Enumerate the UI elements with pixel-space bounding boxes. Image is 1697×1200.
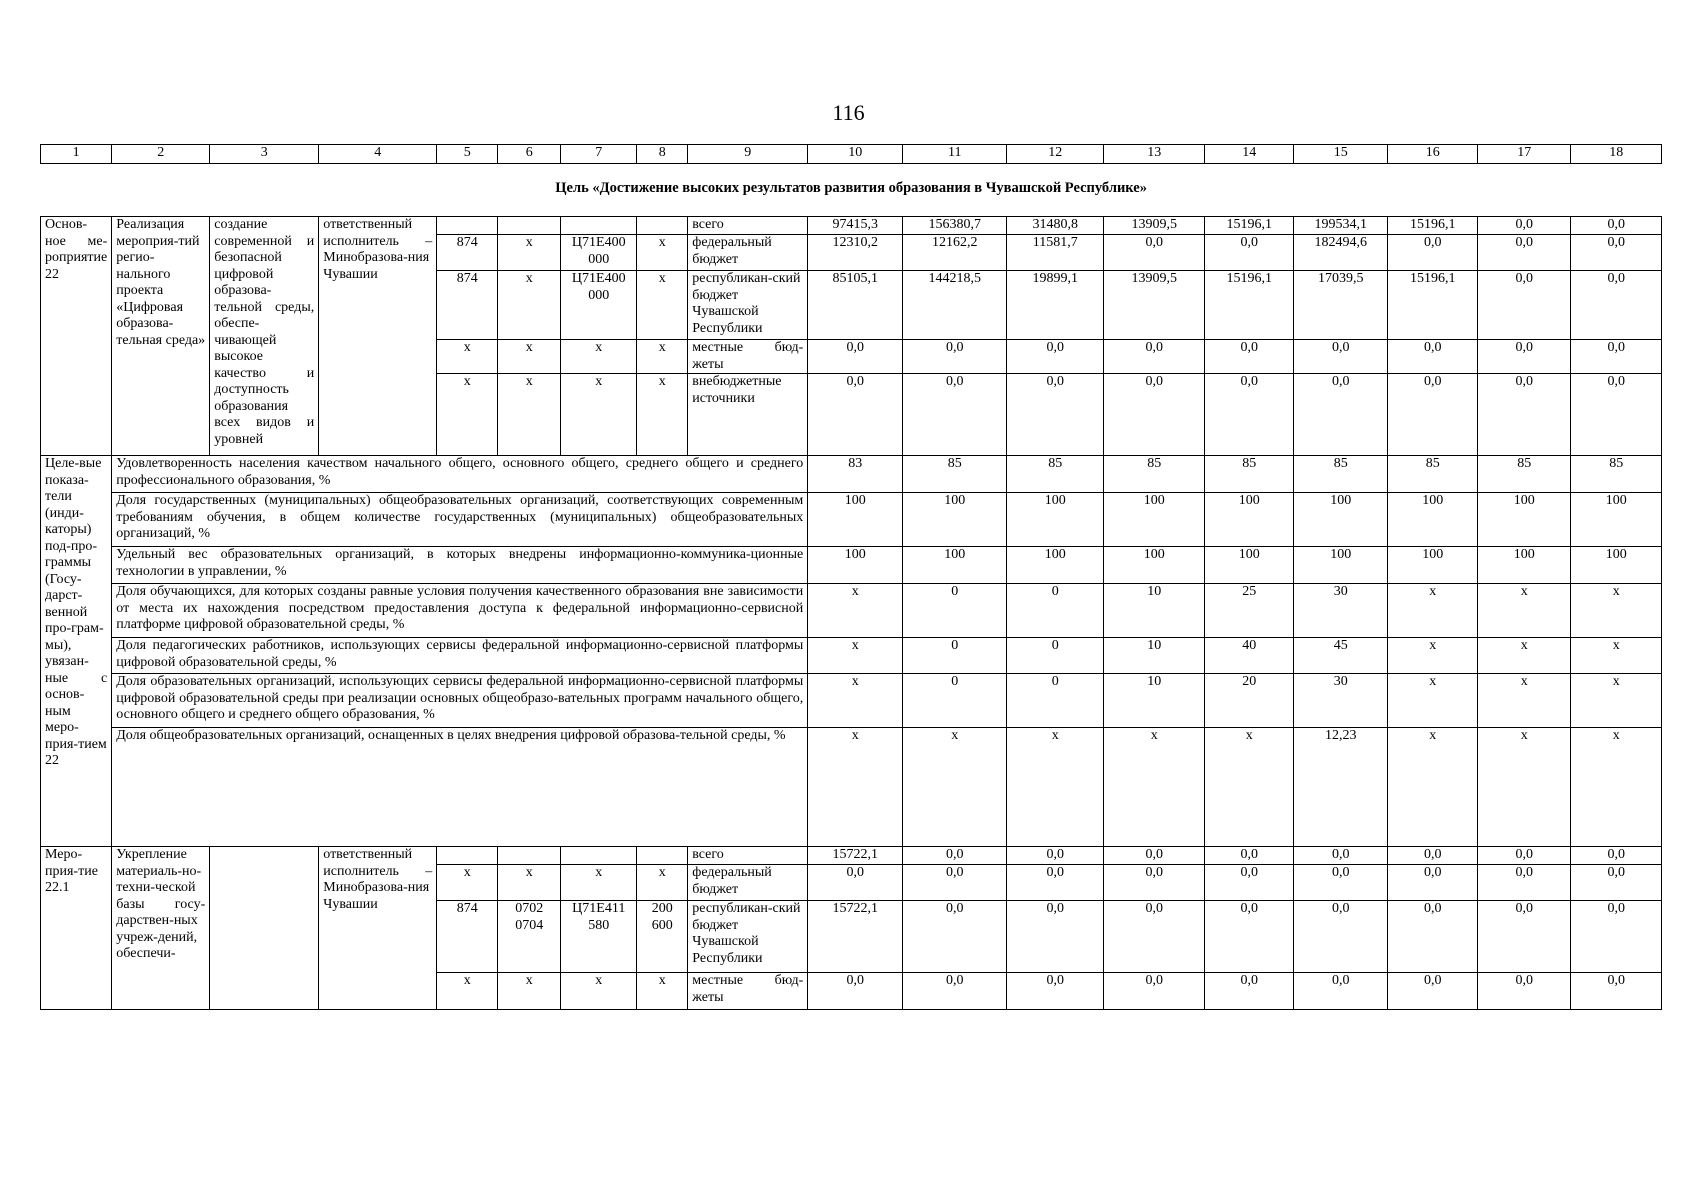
budget-code: [437, 847, 498, 865]
funding-value: 15722,1: [808, 901, 903, 973]
section-code: x: [498, 271, 561, 340]
indicator-value: x: [1478, 674, 1571, 728]
funding-value: 0,0: [808, 374, 903, 456]
goal-title: Цель «Достижение высоких результатов развития образования в Чувашской Республике»: [41, 164, 1662, 217]
indicator-value: x: [1388, 638, 1478, 674]
funding-value: 0,0: [1205, 235, 1294, 271]
funding-value: 182494,6: [1294, 235, 1388, 271]
funding-value: 0,0: [1388, 340, 1478, 374]
indicator-row: [41, 728, 1662, 847]
event-goal: [210, 847, 319, 1010]
funding-value: 0,0: [1388, 847, 1478, 865]
target-code: x: [561, 865, 637, 901]
funding-value: 11581,7: [1007, 235, 1104, 271]
funding-value: 0,0: [903, 374, 1007, 456]
funding-value: 0,0: [1294, 865, 1388, 901]
funding-value: 0,0: [1388, 235, 1478, 271]
funding-source: федеральный бюджет: [688, 865, 808, 901]
funding-source: всего: [688, 847, 808, 865]
expense-type-code: x: [637, 865, 688, 901]
indicator-value: 100: [1388, 493, 1478, 547]
funding-value: 0,0: [1007, 847, 1104, 865]
column-number: 17: [1478, 145, 1571, 164]
funding-value: 0,0: [1294, 340, 1388, 374]
target-code: Ц71Е400 000: [561, 271, 637, 340]
indicator-value: x: [808, 728, 903, 847]
funding-value: 0,0: [1571, 235, 1662, 271]
indicator-value: 100: [1478, 493, 1571, 547]
funding-value: 15196,1: [1388, 271, 1478, 340]
indicator-value: 30: [1294, 674, 1388, 728]
column-number: 12: [1007, 145, 1104, 164]
funding-source: федеральный бюджет: [688, 235, 808, 271]
column-number: 3: [210, 145, 319, 164]
funding-value: 0,0: [1104, 865, 1205, 901]
column-number: 13: [1104, 145, 1205, 164]
funding-value: 12162,2: [903, 235, 1007, 271]
indicator-value: 85: [1294, 456, 1388, 493]
section-code: x: [498, 973, 561, 1010]
funding-value: 0,0: [1571, 847, 1662, 865]
funding-value: 13909,5: [1104, 271, 1205, 340]
funding-value: 0,0: [1205, 374, 1294, 456]
indicator-value: 85: [1571, 456, 1662, 493]
budget-code: 874: [437, 901, 498, 973]
indicator-value: 100: [1205, 547, 1294, 584]
funding-value: 199534,1: [1294, 217, 1388, 235]
funding-value: 0,0: [1478, 374, 1571, 456]
funding-value: 15196,1: [1205, 271, 1294, 340]
section-code: [498, 847, 561, 865]
indicator-row: [41, 456, 1662, 493]
indicator-value: 85: [1478, 456, 1571, 493]
goal-row: [41, 164, 1662, 217]
funding-value: 0,0: [1007, 374, 1104, 456]
event-name: Реализация мероприя-тий регио-нального проекта «Цифровая образова-тельная среда»: [112, 217, 210, 456]
funding-value: 31480,8: [1007, 217, 1104, 235]
funding-source: внебюджетные источники: [688, 374, 808, 456]
funding-value: 0,0: [1571, 217, 1662, 235]
column-number: 10: [808, 145, 903, 164]
target-code: Ц71Е400 000: [561, 235, 637, 271]
section-code: 0702 0704: [498, 901, 561, 973]
indicator-text: Удовлетворенность населения качеством начального общего, основного общего, среднего общего и среднего профессионального образования, %: [112, 456, 808, 493]
funding-source: местные бюд-жеты: [688, 340, 808, 374]
funding-value: 0,0: [1205, 340, 1294, 374]
funding-value: 0,0: [1571, 865, 1662, 901]
column-number: 1: [41, 145, 112, 164]
funding-value: 19899,1: [1007, 271, 1104, 340]
funding-value: 0,0: [1571, 340, 1662, 374]
funding-value: 0,0: [1007, 865, 1104, 901]
indicator-value: 10: [1104, 674, 1205, 728]
column-number: 5: [437, 145, 498, 164]
event-goal: создание современной и безопасной цифровой образова-тельной среды, обеспе-чивающей высокое качество и доступность образования всех видов и уровней: [210, 217, 319, 456]
indicator-value: 45: [1294, 638, 1388, 674]
funding-value: 0,0: [1104, 847, 1205, 865]
indicator-value: 25: [1205, 584, 1294, 638]
section-code: x: [498, 374, 561, 456]
indicator-value: 0: [1007, 638, 1104, 674]
budget-code: x: [437, 973, 498, 1010]
indicator-row: [41, 674, 1662, 728]
indicator-value: x: [1478, 728, 1571, 847]
funding-value: 97415,3: [808, 217, 903, 235]
funding-value: 85105,1: [808, 271, 903, 340]
indicator-value: 100: [1007, 547, 1104, 584]
funding-value: 13909,5: [1104, 217, 1205, 235]
funding-value: 15196,1: [1388, 217, 1478, 235]
column-number: 14: [1205, 145, 1294, 164]
budget-code: x: [437, 340, 498, 374]
funding-value: 0,0: [1294, 847, 1388, 865]
funding-value: 0,0: [1571, 374, 1662, 456]
indicator-value: 100: [903, 547, 1007, 584]
budget-code: x: [437, 865, 498, 901]
program-table: [40, 144, 1662, 1010]
target-code: x: [561, 973, 637, 1010]
indicator-value: x: [1571, 674, 1662, 728]
indicator-value: 0: [1007, 674, 1104, 728]
column-number: 4: [319, 145, 437, 164]
indicator-value: x: [1571, 584, 1662, 638]
funding-value: 0,0: [1205, 901, 1294, 973]
indicator-value: x: [1205, 728, 1294, 847]
column-number: 9: [688, 145, 808, 164]
funding-value: 0,0: [1478, 847, 1571, 865]
funding-value: 0,0: [1104, 901, 1205, 973]
indicator-text: Доля педагогических работников, использующих сервисы федеральной информационно-сервисной платформы цифровой образовательной среды, %: [112, 638, 808, 674]
expense-type-code: x: [637, 235, 688, 271]
funding-value: 0,0: [808, 340, 903, 374]
funding-value: 0,0: [1104, 340, 1205, 374]
indicator-value: 10: [1104, 584, 1205, 638]
funding-value: 0,0: [903, 865, 1007, 901]
column-number: 8: [637, 145, 688, 164]
expense-type-code: x: [637, 340, 688, 374]
section-code: x: [498, 340, 561, 374]
indicator-value: 0: [903, 638, 1007, 674]
funding-value: 0,0: [1571, 901, 1662, 973]
funding-value: 144218,5: [903, 271, 1007, 340]
target-code: Ц71Е411 580: [561, 901, 637, 973]
expense-type-code: x: [637, 973, 688, 1010]
indicator-value: 100: [1205, 493, 1294, 547]
indicator-value: 85: [1388, 456, 1478, 493]
funding-value: 0,0: [1104, 973, 1205, 1010]
section-code: x: [498, 235, 561, 271]
indicator-value: x: [1388, 728, 1478, 847]
indicator-value: x: [808, 638, 903, 674]
indicator-row: [41, 493, 1662, 547]
funding-value: 0,0: [1388, 901, 1478, 973]
indicator-text: Удельный вес образовательных организаций, в которых внедрены информационно-коммуника-ционные технологии в управлении, %: [112, 547, 808, 584]
indicator-value: 0: [903, 584, 1007, 638]
indicator-text: Доля образовательных организаций, использующих сервисы федеральной информационно-сервисной платформы цифровой образовательной среды при реализации основных общеобразо-вательных программ начального общего, основного общего и среднего общего образования, %: [112, 674, 808, 728]
funding-value: 0,0: [1388, 973, 1478, 1010]
section-code: x: [498, 865, 561, 901]
funding-value: 156380,7: [903, 217, 1007, 235]
target-code: x: [561, 340, 637, 374]
indicator-value: x: [808, 584, 903, 638]
funding-value: 0,0: [1478, 340, 1571, 374]
column-number-row: [41, 145, 1662, 164]
expense-type-code: x: [637, 374, 688, 456]
indicators-label: Целе-вые показа-тели (инди-каторы) под-про-граммы (Госу-дарст-венной про-грам-мы), увязан-ные с основ-ным меро-прия-тием 22: [41, 456, 112, 847]
funding-value: 0,0: [1571, 271, 1662, 340]
expense-type-code: x: [637, 271, 688, 340]
funding-source: местные бюд-жеты: [688, 973, 808, 1010]
funding-value: 0,0: [1478, 901, 1571, 973]
indicator-value: 100: [1294, 547, 1388, 584]
funding-value: 0,0: [903, 340, 1007, 374]
funding-row: [41, 217, 1662, 235]
indicator-value: x: [1571, 728, 1662, 847]
funding-source: республикан-ский бюджет Чувашской Республики: [688, 901, 808, 973]
section-code: [498, 217, 561, 235]
target-code: [561, 217, 637, 235]
funding-value: 0,0: [1205, 865, 1294, 901]
indicator-value: 100: [1478, 547, 1571, 584]
indicator-value: x: [1478, 638, 1571, 674]
funding-value: 0,0: [1007, 340, 1104, 374]
funding-value: 15722,1: [808, 847, 903, 865]
funding-value: 0,0: [1478, 235, 1571, 271]
budget-code: 874: [437, 235, 498, 271]
indicator-value: 100: [1388, 547, 1478, 584]
funding-value: 0,0: [1294, 973, 1388, 1010]
budget-code: x: [437, 374, 498, 456]
funding-source: республикан-ский бюджет Чувашской Республики: [688, 271, 808, 340]
indicator-value: 100: [808, 547, 903, 584]
responsible-executor: ответственный исполнитель – Минобразова-ния Чувашии: [319, 847, 437, 1010]
indicator-value: 100: [1571, 547, 1662, 584]
funding-value: 0,0: [808, 865, 903, 901]
column-number: 11: [903, 145, 1007, 164]
indicator-value: 100: [808, 493, 903, 547]
column-number: 16: [1388, 145, 1478, 164]
funding-value: 15196,1: [1205, 217, 1294, 235]
column-number: 2: [112, 145, 210, 164]
column-number: 15: [1294, 145, 1388, 164]
column-number: 6: [498, 145, 561, 164]
indicator-value: 83: [808, 456, 903, 493]
indicator-value: 10: [1104, 638, 1205, 674]
indicator-value: 30: [1294, 584, 1388, 638]
indicator-value: 85: [1007, 456, 1104, 493]
funding-value: 0,0: [1478, 271, 1571, 340]
funding-value: 0,0: [903, 973, 1007, 1010]
funding-value: 0,0: [1388, 374, 1478, 456]
indicator-row: [41, 547, 1662, 584]
indicator-value: 100: [1294, 493, 1388, 547]
indicator-value: 100: [903, 493, 1007, 547]
funding-value: 0,0: [1205, 973, 1294, 1010]
expense-type-code: [637, 847, 688, 865]
funding-value: 0,0: [1294, 374, 1388, 456]
indicator-value: 100: [1104, 547, 1205, 584]
column-number: 18: [1571, 145, 1662, 164]
indicator-value: x: [1007, 728, 1104, 847]
target-code: x: [561, 374, 637, 456]
funding-value: 0,0: [1478, 217, 1571, 235]
funding-value: 0,0: [1478, 865, 1571, 901]
budget-code: 874: [437, 271, 498, 340]
expense-type-code: 200 600: [637, 901, 688, 973]
expense-type-code: [637, 217, 688, 235]
indicator-text: Доля общеобразовательных организаций, оснащенных в целях внедрения цифровой образова-тельной среды, %: [112, 728, 808, 847]
indicator-value: x: [1388, 584, 1478, 638]
indicator-value: 85: [903, 456, 1007, 493]
event-code: Основ-ное ме-роприятие 22: [41, 217, 112, 456]
funding-value: 0,0: [1294, 901, 1388, 973]
funding-value: 0,0: [903, 847, 1007, 865]
indicator-value: 0: [903, 674, 1007, 728]
budget-code: [437, 217, 498, 235]
indicator-value: 40: [1205, 638, 1294, 674]
indicator-text: Доля государственных (муниципальных) общеобразовательных организаций, соответствующих современным требованиям обучения, в общем количестве государственных (муниципальных) общеобразовательных организаций, %: [112, 493, 808, 547]
indicator-value: x: [1388, 674, 1478, 728]
indicator-value: 100: [1007, 493, 1104, 547]
indicator-value: x: [808, 674, 903, 728]
page-number: 116: [832, 100, 865, 125]
indicator-value: 100: [1104, 493, 1205, 547]
indicator-value: 20: [1205, 674, 1294, 728]
indicator-value: x: [1571, 638, 1662, 674]
funding-value: 0,0: [1007, 901, 1104, 973]
event-name: Укрепление материаль-но-техни-ческой базы госу-дарствен-ных учреж-дений, обеспечи-: [112, 847, 210, 1010]
indicator-text: Доля обучающихся, для которых созданы равные условия получения качественного образования вне зависимости от места их нахождения посредством предоставления доступа к федеральной информационно-сервисной платформе цифровой образовательной среды, %: [112, 584, 808, 638]
funding-value: 0,0: [903, 901, 1007, 973]
indicator-value: 0: [1007, 584, 1104, 638]
funding-value: 0,0: [1571, 973, 1662, 1010]
indicator-row: [41, 638, 1662, 674]
funding-row: [41, 847, 1662, 865]
indicator-value: 12,23: [1294, 728, 1388, 847]
funding-value: 0,0: [1205, 847, 1294, 865]
column-number: 7: [561, 145, 637, 164]
funding-value: 0,0: [808, 973, 903, 1010]
funding-value: 0,0: [1478, 973, 1571, 1010]
funding-value: 12310,2: [808, 235, 903, 271]
target-code: [561, 847, 637, 865]
indicator-value: x: [903, 728, 1007, 847]
event-code: Меро-прия-тие 22.1: [41, 847, 112, 1010]
funding-value: 17039,5: [1294, 271, 1388, 340]
indicator-value: 85: [1205, 456, 1294, 493]
funding-source: всего: [688, 217, 808, 235]
indicator-value: x: [1104, 728, 1205, 847]
indicator-value: 100: [1571, 493, 1662, 547]
indicator-row: [41, 584, 1662, 638]
funding-value: 0,0: [1007, 973, 1104, 1010]
indicator-value: x: [1478, 584, 1571, 638]
funding-value: 0,0: [1104, 235, 1205, 271]
responsible-executor: ответственный исполнитель – Минобразова-ния Чувашии: [319, 217, 437, 456]
funding-value: 0,0: [1104, 374, 1205, 456]
indicator-value: 85: [1104, 456, 1205, 493]
funding-value: 0,0: [1388, 865, 1478, 901]
